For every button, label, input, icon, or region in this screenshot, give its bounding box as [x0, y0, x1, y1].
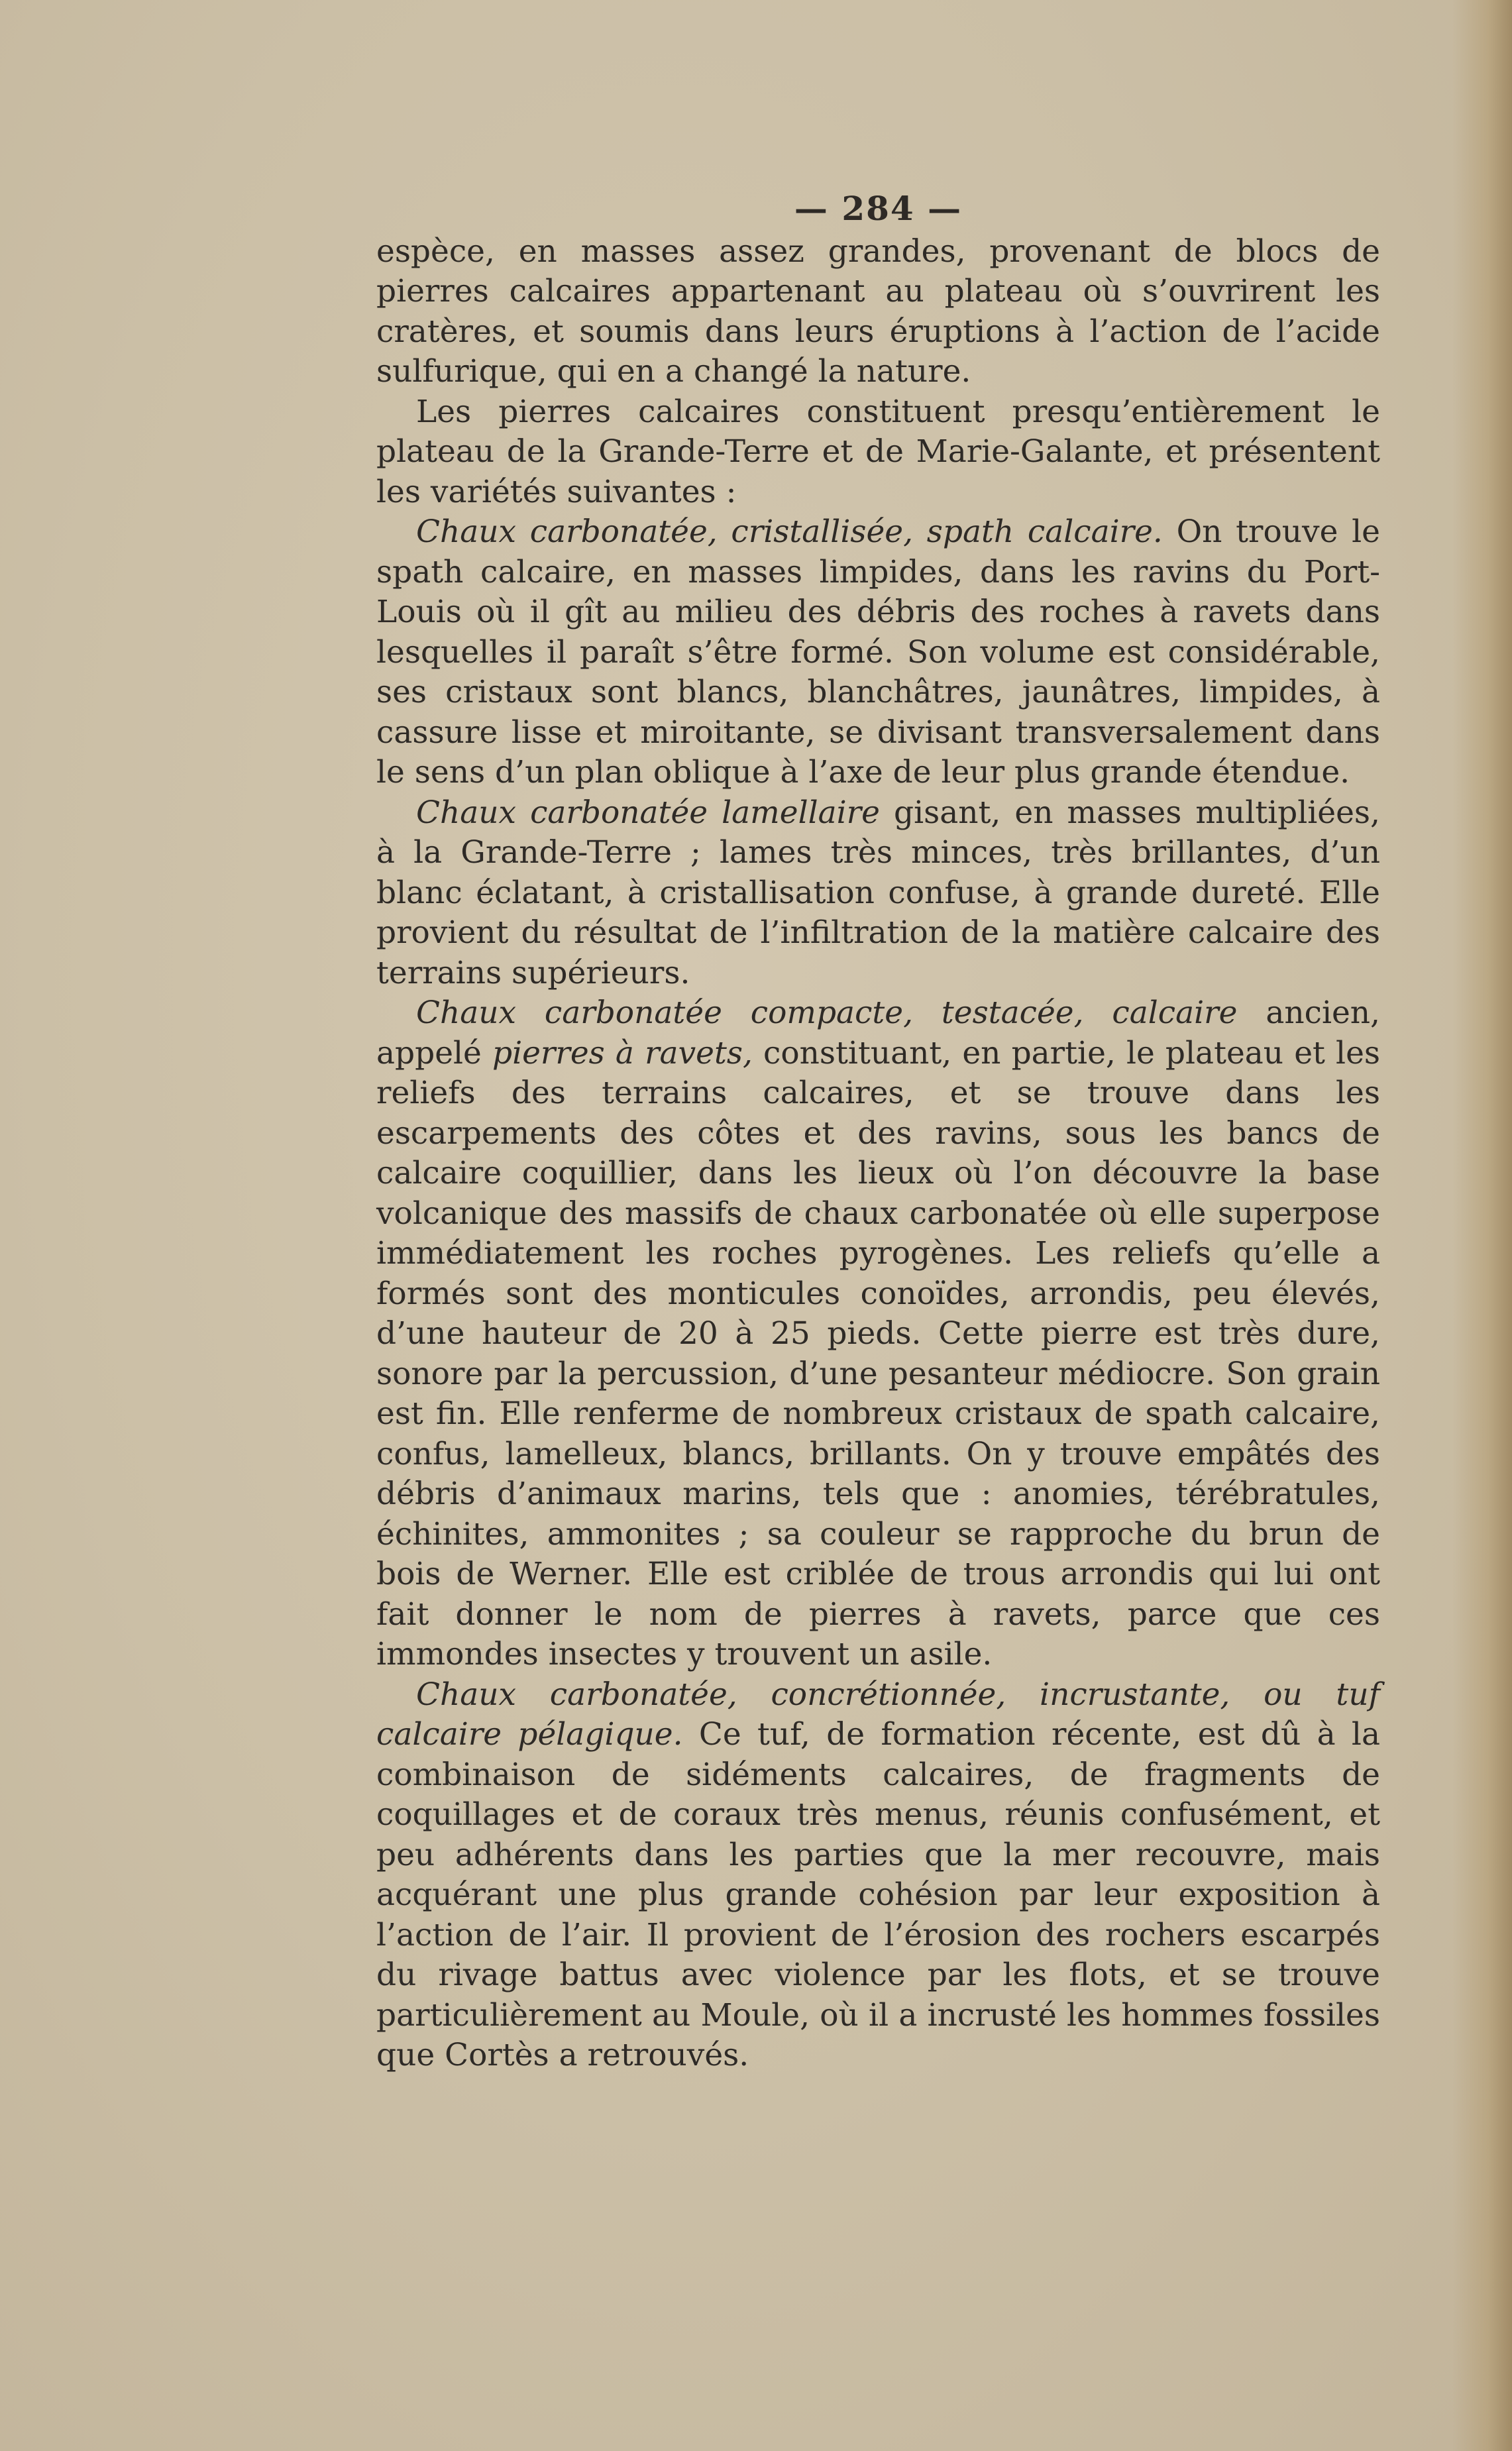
paragraph-6-title: Chaux carbonatée, concrétionnée, incrustante, ou tuf calcaire pélagique. [376, 1676, 1380, 1753]
paragraph-2-text: Les pierres calcaires constituent presqu’entièrement le plateau de la Grande-Terre et de Marie-Galante, et présentent les variétés suivantes : [376, 393, 1380, 510]
paragraph-6 [376, 1675, 1380, 2076]
page-edge-shadow [1452, 0, 1512, 2451]
paragraph-6-text: Ce tuf, de formation récente, est dû à la combinaison de sidéments calcaires, de fragments de coquillages et de coraux très menus, réunis confusément, et peu adhérents dans les parties que la mer recouvre, mais acquérant une plus grande cohésion par leur exposition à l’action de l’air. Il provient de l’érosion des rochers escarpés du rivage battus avec violence par les flots, et se trouve particulièrement au Moule, où il a incrusté les hommes fossiles que Cortès a retrouvés. [376, 1716, 1380, 2073]
paragraph-3 [376, 512, 1380, 793]
paragraph-4-title: Chaux carbonatée lamellaire [416, 794, 880, 831]
paragraph-3-text: On trouve le spath calcaire, en masses limpides, dans les ravins du Port-Louis où il gît au milieu des débris des roches à ravets dans lesquelles il paraît s’être formé. Son volume est considérable, ses cristaux sont blancs, blanchâtres, jaunâtres, limpides, à cassure lisse et miroitante, se divisant transversalement dans le sens d’un plan oblique à l’axe de leur plus grande étendue. [376, 514, 1380, 790]
paragraph-4-text: gisant, en masses multipliées, à la Grande-Terre ; lames très minces, très brillantes, d’un blanc éclatant, à cristallisation confuse, à grande dureté. Elle provient du résultat de l’infiltration de la matière calcaire des terrains supérieurs. [376, 794, 1380, 991]
paragraph-5-title: Chaux carbonatée compacte, testacée, calcaire [416, 995, 1238, 1031]
paragraph-3-title: Chaux carbonatée, cristallisée, spath calcaire. [416, 514, 1163, 550]
paragraph-5-italic-term: pierres à ravets, [492, 1034, 753, 1071]
paragraph-1-text: espèce, en masses assez grandes, provenant de blocs de pierres calcaires appartenant au plateau où s’ouvrirent les cratères, et soumis dans leurs éruptions à l’action de l’acide sulfurique, qui en a changé la nature. [376, 233, 1380, 390]
page-number: — 284 — [794, 189, 963, 228]
paragraph-1 [376, 232, 1380, 392]
paragraph-4 [376, 793, 1380, 994]
paragraph-5-text: constituant, en partie, le plateau et les reliefs des terrains calcaires, et se trouve dans les escarpements des côtes et des ravins, sous les bancs de calcaire coquillier, dans les lieux où l’on découvre la base volcanique des massifs de chaux carbonatée où elle superpose immédiatement les roches pyrogènes. Les reliefs qu’elle a formés sont des monticules conoïdes, arrondis, peu élevés, d’une hauteur de 20 à 25 pieds. Cette pierre est très dure, sonore par la percussion, d’une pesanteur médiocre. Son grain est fin. Elle renferme de nombreux cristaux de spath calcaire, confus, lamelleux, blancs, brillants. On y trouve empâtés des débris d’animaux marins, tels que : anomies, térébratules, échinites, ammonites ; sa couleur se rapproche du brun de bois de Werner. Elle est criblée de trous arrondis qui lui ont fait donner le nom de pierres à ravets, parce que ces immondes insectes y trouvent un asile. [376, 1034, 1380, 1672]
paragraph-2 [376, 392, 1380, 513]
paragraph-5 [376, 993, 1380, 1675]
paragraph-5-mid: ancien, appelé [376, 995, 1380, 1071]
text-block [376, 189, 1380, 2076]
